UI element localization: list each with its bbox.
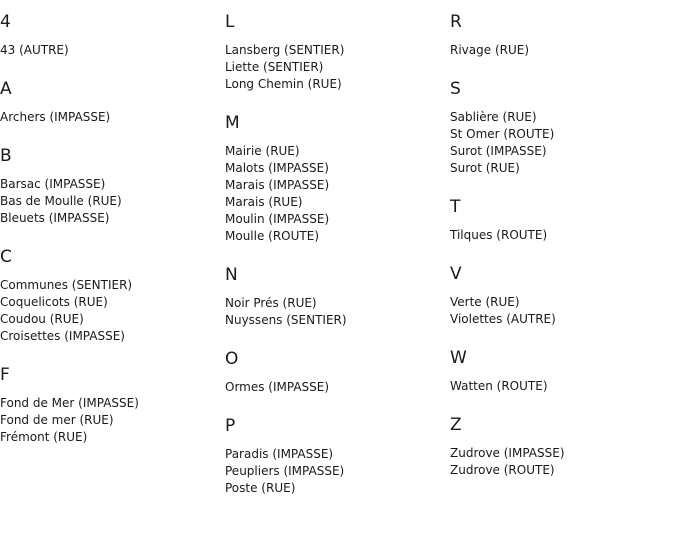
street-link[interactable]: Archers (IMPASSE) <box>0 110 111 124</box>
letter-heading: Z <box>450 415 462 435</box>
street-link[interactable]: Paradis (IMPASSE) <box>225 447 334 461</box>
letter-group <box>225 414 440 497</box>
street-link[interactable]: Noir Prés (RUE) <box>225 296 317 310</box>
letter-heading: R <box>450 12 462 32</box>
street-link[interactable]: Ormes (IMPASSE) <box>225 380 330 394</box>
letter-group <box>450 10 665 59</box>
letter-heading: T <box>450 197 461 217</box>
street-list <box>225 446 440 497</box>
street-link[interactable]: Long Chemin (RUE) <box>225 77 342 91</box>
letter-group <box>0 77 215 126</box>
street-link[interactable]: Moulin (IMPASSE) <box>225 212 330 226</box>
letter-heading: P <box>225 416 236 436</box>
street-link[interactable]: Zudrove (ROUTE) <box>450 463 555 477</box>
index-column <box>0 10 215 464</box>
letter-group <box>225 263 440 329</box>
street-link[interactable]: Fond de mer (RUE) <box>0 413 114 427</box>
index-column <box>225 10 440 515</box>
letter-heading: M <box>225 113 240 133</box>
street-link[interactable]: Nuyssens (SENTIER) <box>225 313 347 327</box>
street-link[interactable]: Violettes (AUTRE) <box>450 312 556 326</box>
letter-group <box>450 77 665 177</box>
letter-group <box>0 363 215 446</box>
street-link[interactable]: Surot (RUE) <box>450 161 520 175</box>
street-link[interactable]: Fond de Mer (IMPASSE) <box>0 396 139 410</box>
letter-group <box>450 262 665 328</box>
street-link[interactable]: Marais (IMPASSE) <box>225 178 330 192</box>
street-link[interactable]: Communes (SENTIER) <box>0 278 133 292</box>
index-column <box>450 10 665 497</box>
street-list <box>0 277 215 345</box>
street-list <box>450 294 665 328</box>
street-link[interactable]: Frémont (RUE) <box>0 430 88 444</box>
letter-group <box>225 10 440 93</box>
street-link[interactable]: Malots (IMPASSE) <box>225 161 329 175</box>
street-link[interactable]: Marais (RUE) <box>225 195 303 209</box>
street-link[interactable]: 43 (AUTRE) <box>0 43 69 57</box>
letter-group <box>0 245 215 345</box>
street-list <box>450 227 665 244</box>
street-link[interactable]: Rivage (RUE) <box>450 43 530 57</box>
street-link[interactable]: Poste (RUE) <box>225 481 296 495</box>
street-link[interactable]: Watten (ROUTE) <box>450 379 548 393</box>
street-link[interactable]: Zudrove (IMPASSE) <box>450 446 565 460</box>
letter-heading: F <box>0 365 10 385</box>
street-link[interactable]: Liette (SENTIER) <box>225 60 324 74</box>
street-list <box>450 378 665 395</box>
street-link[interactable]: Lansberg (SENTIER) <box>225 43 345 57</box>
street-link[interactable]: Croisettes (IMPASSE) <box>0 329 125 343</box>
letter-group <box>225 347 440 396</box>
street-list <box>450 445 665 479</box>
street-link[interactable]: Barsac (IMPASSE) <box>0 177 106 191</box>
letter-group <box>0 144 215 227</box>
street-list <box>0 176 215 227</box>
letter-group <box>0 10 215 59</box>
street-link[interactable]: Bas de Moulle (RUE) <box>0 194 122 208</box>
street-list <box>0 42 215 59</box>
street-list <box>450 109 665 177</box>
street-list <box>225 379 440 396</box>
street-link[interactable]: Tilques (ROUTE) <box>450 228 548 242</box>
street-link[interactable]: Peupliers (IMPASSE) <box>225 464 345 478</box>
letter-heading: S <box>450 79 461 99</box>
letter-heading: N <box>225 265 238 285</box>
street-list <box>0 395 215 446</box>
street-link[interactable]: Sablière (RUE) <box>450 110 537 124</box>
letter-heading: C <box>0 247 12 267</box>
street-list <box>0 109 215 126</box>
street-link[interactable]: Mairie (RUE) <box>225 144 300 158</box>
letter-heading: B <box>0 146 12 166</box>
street-link[interactable]: Surot (IMPASSE) <box>450 144 547 158</box>
street-link[interactable]: Bleuets (IMPASSE) <box>0 211 110 225</box>
street-link[interactable]: Coquelicots (RUE) <box>0 295 108 309</box>
letter-heading: O <box>225 349 239 369</box>
letter-group <box>450 346 665 395</box>
letter-heading: 4 <box>0 12 11 32</box>
letter-heading: L <box>225 12 235 32</box>
letter-group <box>450 195 665 244</box>
street-link[interactable]: Verte (RUE) <box>450 295 520 309</box>
letter-heading: A <box>0 79 12 99</box>
letter-group <box>225 111 440 245</box>
street-link[interactable]: Coudou (RUE) <box>0 312 84 326</box>
street-list <box>450 42 665 59</box>
letter-heading: V <box>450 264 462 284</box>
street-list <box>225 295 440 329</box>
letter-group <box>450 413 665 479</box>
street-link[interactable]: St Omer (ROUTE) <box>450 127 555 141</box>
street-list <box>225 42 440 93</box>
street-list <box>225 143 440 245</box>
letter-heading: W <box>450 348 467 368</box>
street-link[interactable]: Moulle (ROUTE) <box>225 229 320 243</box>
